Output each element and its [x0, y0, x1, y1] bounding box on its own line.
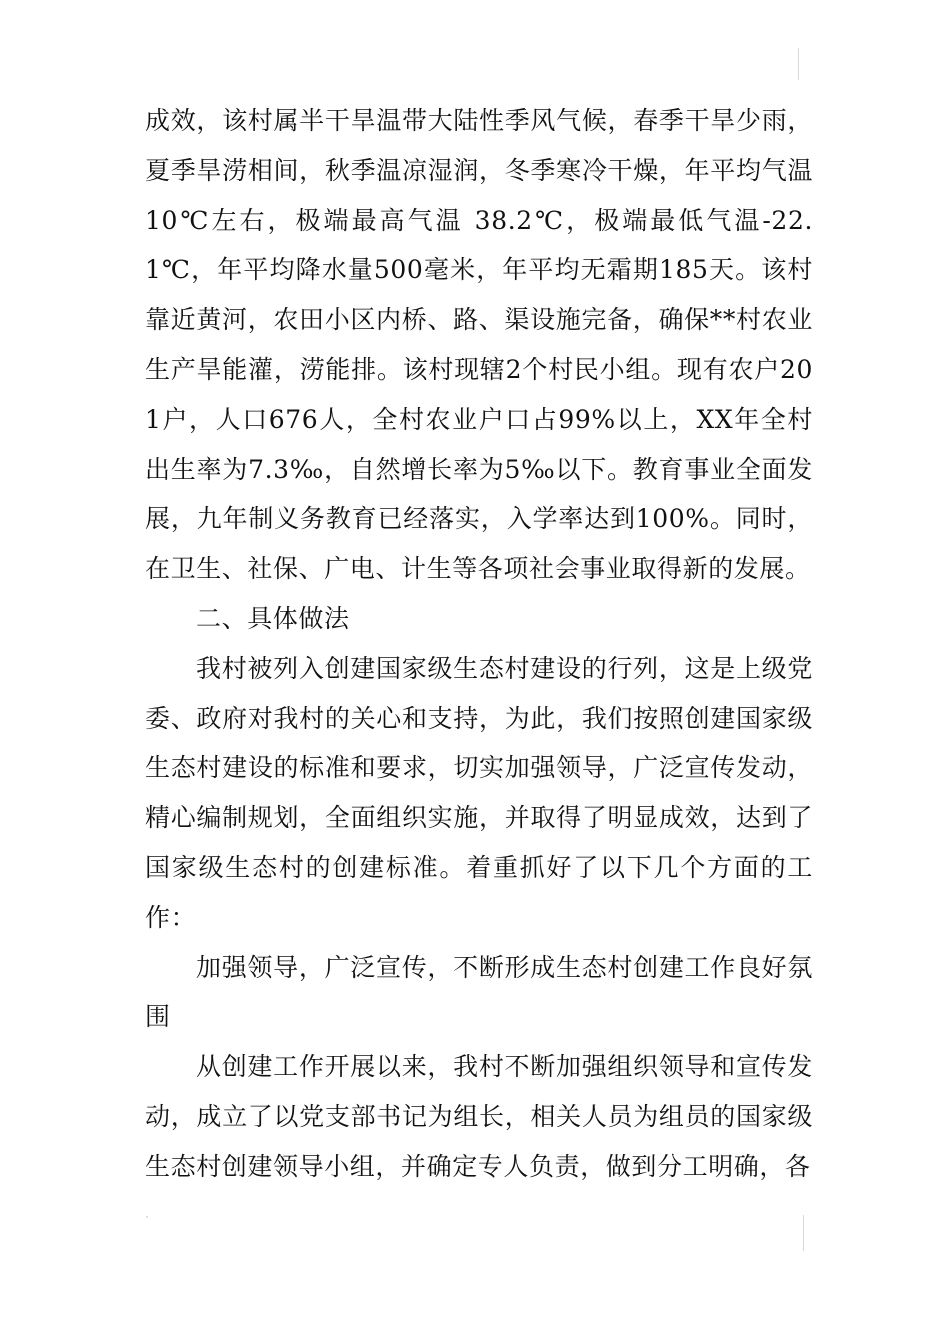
document-body [145, 96, 813, 1192]
page-corner-mark-bottom-right [803, 1215, 804, 1251]
paragraph-village-overview: 成效，该村属半干旱温带大陆性季风气候，春季干旱少雨，夏季旱涝相间，秋季温凉湿润，冬季寒冷干燥，年平均气温10℃左右，极端最高气温 38.2℃，极端最低气温-22.1℃，年平均降水量500毫米，年平均无霜期185天。该村靠近黄河，农田小区内桥、路、渠设施完备，确保**村农业生产旱能灌，涝能排。该村现辖2个村民小组。现有农户201户，人口676人，全村农业户口占99%以上，XX年全村出生率为7.3‰，自然增长率为5‰以下。教育事业全面发展，九年制义务教育已经落实，入学率达到100%。同时，在卫生、社保、广电、计生等各项社会事业取得新的发展。 [145, 106, 813, 584]
page-corner-mark-bottom-left [146, 1216, 148, 1218]
paragraph-leadership-details: 从创建工作开展以来，我村不断加强组织领导和宣传发动，成立了以党支部书记为组长，相关人员为组员的国家级生态村创建领导小组，并确定专人负责，做到分工明确，各 [145, 1052, 813, 1181]
paragraph-practices-intro: 我村被列入创建国家级生态村建设的行列，这是上级党委、政府对我村的关心和支持，为此，我们按照创建国家级生态村建设的标准和要求，切实加强领导，广泛宣传发动，精心编制规划，全面组织实施，并取得了明显成效，达到了国家级生态村的创建标准。着重抓好了以下几个方面的工作： [145, 653, 813, 932]
subheading-leadership-publicity: 加强领导，广泛宣传，不断形成生态村创建工作良好氛围 [145, 952, 813, 1032]
section-heading-specific-practices: 二、具体做法 [196, 603, 350, 633]
page-corner-mark-top-right [798, 48, 799, 80]
